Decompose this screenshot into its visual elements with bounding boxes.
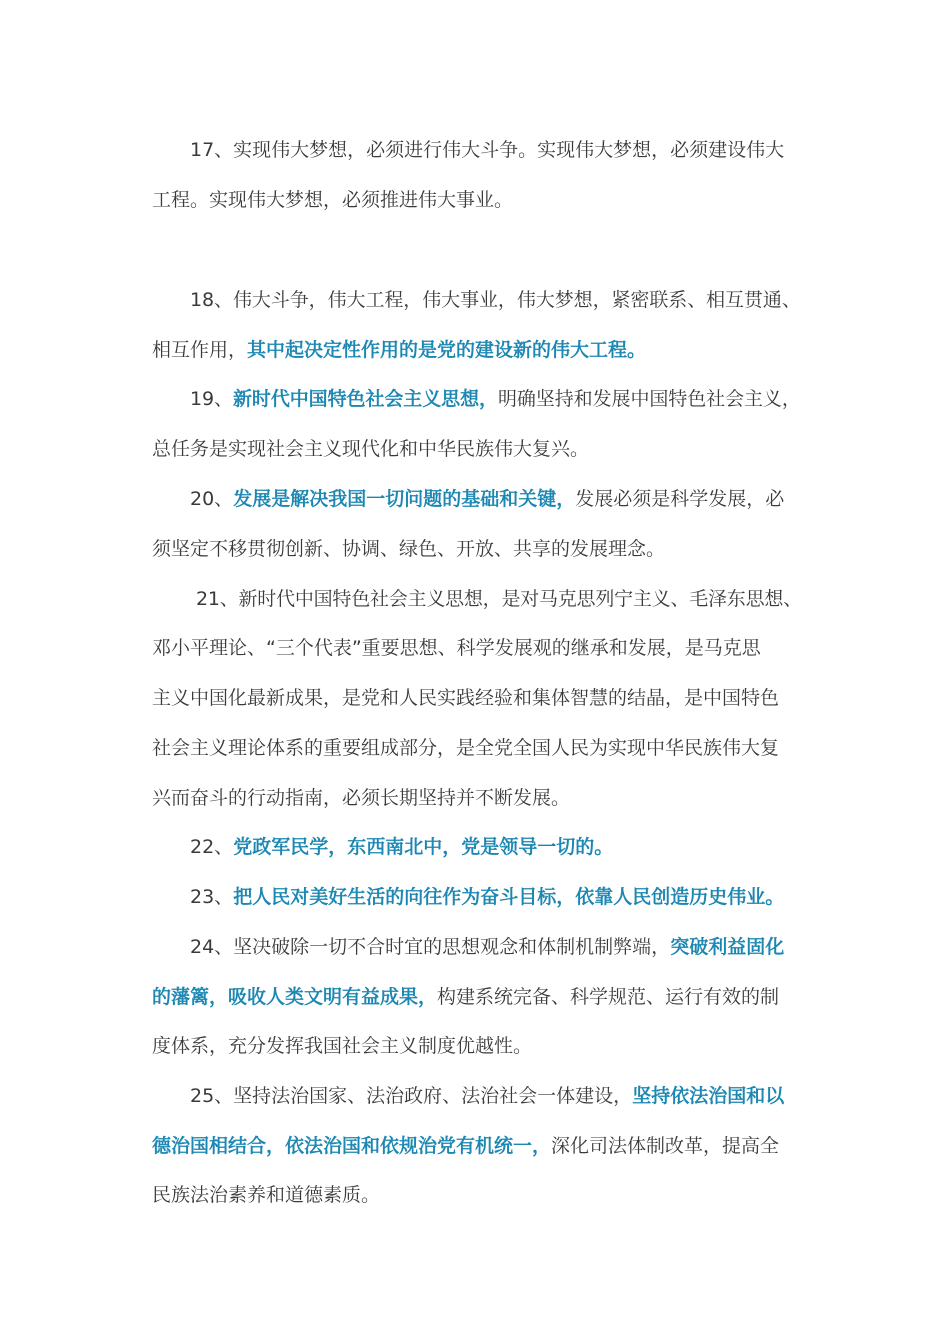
paragraph-18-line-2: 相互作用，其中起决定性作用的是党的建设新的伟大工程。 (152, 339, 647, 361)
highlight-text: 德治国相结合，依法治国和依规治党有机统一， (152, 1135, 552, 1157)
paragraph-25-line-2: 德治国相结合，依法治国和依规治党有机统一，深化司法体制改革，提高全 (152, 1135, 780, 1157)
highlight-text: 发展是解决我国一切问题的基础和关键， (233, 488, 576, 510)
paragraph-23-line-1: 23、把人民对美好生活的向往作为奋斗目标，依靠人民创造历史伟业。 (190, 886, 785, 908)
paragraph-22-line-1: 22、党政军民学，东西南北中，党是领导一切的。 (190, 836, 614, 858)
paragraph-17-line-2: 工程。实现伟大梦想，必须推进伟大事业。 (152, 189, 514, 211)
paragraph-24-line-2: 的藩篱，吸收人类文明有益成果，构建系统完备、科学规范、运行有效的制 (152, 986, 780, 1008)
paragraph-21-line-3: 主义中国化最新成果，是党和人民实践经验和集体智慧的结晶，是中国特色 (152, 687, 780, 709)
highlight-text: 新时代中国特色社会主义思想， (232, 388, 498, 410)
paragraph-25-line-3: 民族法治素养和道德素质。 (152, 1184, 381, 1206)
highlight-text: 其中起决定性作用的是党的建设新的伟大工程。 (247, 339, 647, 361)
paragraph-20-line-2: 须坚定不移贯彻创新、协调、绿色、开放、共享的发展理念。 (152, 538, 666, 560)
paragraph-25-line-1: 25、坚持法治国家、法治政府、法治社会一体建设，坚持依法治国和以 (190, 1085, 785, 1107)
paragraph-19-line-1: 19、新时代中国特色社会主义思想，明确坚持和发展中国特色社会主义， (190, 388, 801, 410)
highlight-text: 党政军民学，东西南北中，党是领导一切的。 (233, 836, 614, 858)
paragraph-20-line-1: 20、发展是解决我国一切问题的基础和关键，发展必须是科学发展，必 (190, 488, 785, 510)
paragraph-21-line-2: 邓小平理论、“三个代表”重要思想、科学发展观的继承和发展，是马克思 (152, 637, 761, 659)
paragraph-24-line-3: 度体系，充分发挥我国社会主义制度优越性。 (152, 1035, 533, 1057)
highlight-text: 把人民对美好生活的向往作为奋斗目标，依靠人民创造历史伟业。 (233, 886, 785, 908)
highlight-text: 的藩篱，吸收人类文明有益成果， (152, 986, 438, 1008)
highlight-text: 突破利益固化 (670, 936, 785, 958)
paragraph-17-line-1: 17、实现伟大梦想，必须进行伟大斗争。实现伟大梦想，必须建设伟大 (190, 139, 785, 161)
paragraph-19-line-2: 总任务是实现社会主义现代化和中华民族伟大复兴。 (152, 438, 590, 460)
paragraph-21-line-4: 社会主义理论体系的重要组成部分，是全党全国人民为实现中华民族伟大复 (152, 737, 780, 759)
paragraph-21-line-5: 兴而奋斗的行动指南，必须长期坚持并不断发展。 (152, 787, 571, 809)
paragraph-21-line-1: 21、新时代中国特色社会主义思想，是对马克思列宁主义、毛泽东思想、 (196, 588, 802, 610)
paragraph-24-line-1: 24、坚决破除一切不合时宜的思想观念和体制机制弊端，突破利益固化 (190, 936, 785, 958)
paragraph-18-line-1: 18、伟大斗争，伟大工程，伟大事业，伟大梦想，紧密联系、相互贯通、 (190, 289, 801, 311)
highlight-text: 坚持依法治国和以 (632, 1085, 785, 1107)
